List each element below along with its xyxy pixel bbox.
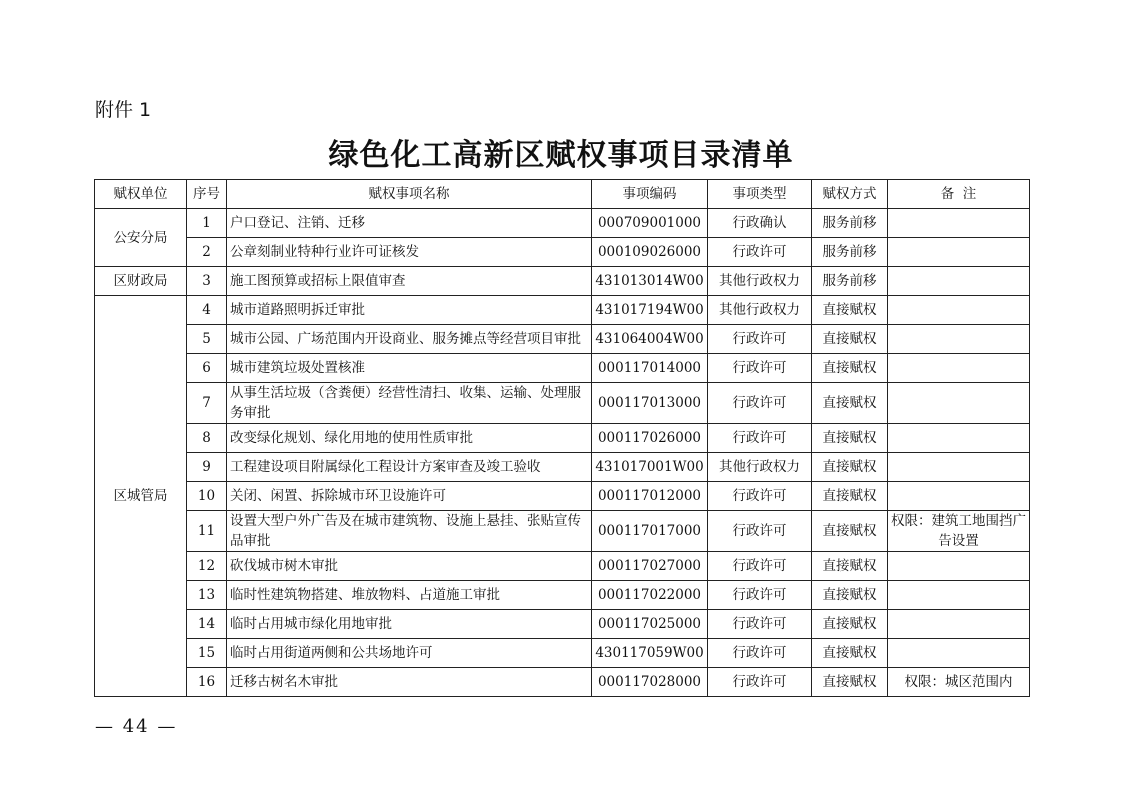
cell-method: 直接赋权 [812, 610, 888, 639]
cell-method: 服务前移 [812, 267, 888, 296]
cell-method: 服务前移 [812, 209, 888, 238]
table-row [95, 354, 1030, 383]
cell-remark [888, 639, 1030, 668]
cell-seq: 7 [187, 383, 227, 424]
cell-method: 直接赋权 [812, 383, 888, 424]
cell-method: 直接赋权 [812, 639, 888, 668]
cell-method: 直接赋权 [812, 581, 888, 610]
header-seq: 序号 [187, 180, 227, 209]
cell-seq: 6 [187, 354, 227, 383]
cell-code: 000117013000 [592, 383, 708, 424]
cell-item-name: 临时占用城市绿化用地审批 [227, 610, 592, 639]
cell-item-name: 砍伐城市树木审批 [227, 552, 592, 581]
cell-item-name: 设置大型户外广告及在城市建筑物、设施上悬挂、张贴宣传品审批 [227, 511, 592, 552]
cell-code: 430117059W00 [592, 639, 708, 668]
cell-item-name: 从事生活垃圾（含粪便）经营性清扫、收集、运输、处理服务审批 [227, 383, 592, 424]
page-title: 绿色化工高新区赋权事项目录清单 [328, 138, 794, 173]
cell-type: 行政许可 [708, 354, 812, 383]
cell-item-name: 施工图预算或招标上限值审查 [227, 267, 592, 296]
cell-type: 行政许可 [708, 424, 812, 453]
attachment-label: 附件 1 [95, 99, 152, 121]
cell-type: 行政许可 [708, 639, 812, 668]
table-row [95, 424, 1030, 453]
header-code: 事项编码 [592, 180, 708, 209]
table-row [95, 267, 1030, 296]
cell-remark [888, 424, 1030, 453]
cell-remark [888, 209, 1030, 238]
header-type: 事项类型 [708, 180, 812, 209]
cell-type: 行政许可 [708, 238, 812, 267]
cell-method: 直接赋权 [812, 453, 888, 482]
cell-method: 直接赋权 [812, 668, 888, 697]
table-row [95, 325, 1030, 354]
cell-code: 000117025000 [592, 610, 708, 639]
cell-type: 其他行政权力 [708, 453, 812, 482]
cell-type: 行政许可 [708, 610, 812, 639]
cell-item-name: 城市建筑垃圾处置核准 [227, 354, 592, 383]
cell-unit: 区城管局 [95, 296, 187, 697]
cell-remark [888, 453, 1030, 482]
cell-code: 431013014W00 [592, 267, 708, 296]
cell-item-name: 改变绿化规划、绿化用地的使用性质审批 [227, 424, 592, 453]
cell-code: 000117014000 [592, 354, 708, 383]
cell-code: 000117026000 [592, 424, 708, 453]
cell-method: 直接赋权 [812, 424, 888, 453]
cell-remark [888, 552, 1030, 581]
cell-method: 直接赋权 [812, 511, 888, 552]
cell-type: 行政许可 [708, 552, 812, 581]
cell-method: 服务前移 [812, 238, 888, 267]
cell-remark [888, 482, 1030, 511]
cell-seq: 5 [187, 325, 227, 354]
header-remark: 备 注 [888, 180, 1030, 209]
cell-type: 行政许可 [708, 482, 812, 511]
cell-item-name: 迁移古树名木审批 [227, 668, 592, 697]
table-row [95, 296, 1030, 325]
table-row [95, 209, 1030, 238]
cell-remark [888, 383, 1030, 424]
page-number: — 44 — [95, 716, 178, 737]
cell-seq: 3 [187, 267, 227, 296]
catalog-table [94, 179, 1030, 697]
table-row [95, 581, 1030, 610]
cell-seq: 13 [187, 581, 227, 610]
cell-seq: 14 [187, 610, 227, 639]
cell-code: 431017001W00 [592, 453, 708, 482]
cell-seq: 9 [187, 453, 227, 482]
cell-item-name: 关闭、闲置、拆除城市环卫设施许可 [227, 482, 592, 511]
cell-remark [888, 296, 1030, 325]
cell-code: 000709001000 [592, 209, 708, 238]
cell-code: 000117022000 [592, 581, 708, 610]
cell-method: 直接赋权 [812, 482, 888, 511]
cell-code: 000117027000 [592, 552, 708, 581]
cell-code: 000117017000 [592, 511, 708, 552]
cell-remark [888, 325, 1030, 354]
cell-type: 行政许可 [708, 668, 812, 697]
cell-method: 直接赋权 [812, 325, 888, 354]
cell-item-name: 城市公园、广场范围内开设商业、服务摊点等经营项目审批 [227, 325, 592, 354]
cell-type: 行政确认 [708, 209, 812, 238]
table-row [95, 639, 1030, 668]
cell-remark: 权限：城区范围内 [888, 668, 1030, 697]
table-row [95, 511, 1030, 552]
table-body [95, 209, 1030, 697]
cell-unit: 区财政局 [95, 267, 187, 296]
table-row [95, 238, 1030, 267]
cell-method: 直接赋权 [812, 552, 888, 581]
table-row [95, 668, 1030, 697]
header-item-name: 赋权事项名称 [227, 180, 592, 209]
cell-item-name: 户口登记、注销、迁移 [227, 209, 592, 238]
header-method: 赋权方式 [812, 180, 888, 209]
cell-type: 行政许可 [708, 511, 812, 552]
cell-item-name: 城市道路照明拆迁审批 [227, 296, 592, 325]
cell-seq: 1 [187, 209, 227, 238]
table-row [95, 482, 1030, 511]
cell-remark: 权限：建筑工地围挡广告设置 [888, 511, 1030, 552]
cell-seq: 12 [187, 552, 227, 581]
cell-method: 直接赋权 [812, 296, 888, 325]
cell-item-name: 临时性建筑物搭建、堆放物料、占道施工审批 [227, 581, 592, 610]
table-row [95, 383, 1030, 424]
cell-remark [888, 267, 1030, 296]
cell-method: 直接赋权 [812, 354, 888, 383]
header-unit: 赋权单位 [95, 180, 187, 209]
cell-seq: 16 [187, 668, 227, 697]
table-row [95, 552, 1030, 581]
cell-seq: 4 [187, 296, 227, 325]
cell-code: 000109026000 [592, 238, 708, 267]
cell-item-name: 公章刻制业特种行业许可证核发 [227, 238, 592, 267]
cell-seq: 2 [187, 238, 227, 267]
table-row [95, 610, 1030, 639]
cell-remark [888, 354, 1030, 383]
cell-seq: 11 [187, 511, 227, 552]
cell-seq: 15 [187, 639, 227, 668]
cell-remark [888, 610, 1030, 639]
cell-code: 431017194W00 [592, 296, 708, 325]
cell-type: 行政许可 [708, 383, 812, 424]
cell-seq: 8 [187, 424, 227, 453]
cell-code: 431064004W00 [592, 325, 708, 354]
cell-item-name: 临时占用街道两侧和公共场地许可 [227, 639, 592, 668]
cell-type: 其他行政权力 [708, 267, 812, 296]
table-header-row [95, 180, 1030, 209]
cell-type: 其他行政权力 [708, 296, 812, 325]
cell-code: 000117028000 [592, 668, 708, 697]
cell-item-name: 工程建设项目附属绿化工程设计方案审查及竣工验收 [227, 453, 592, 482]
table-row [95, 453, 1030, 482]
cell-type: 行政许可 [708, 325, 812, 354]
cell-type: 行政许可 [708, 581, 812, 610]
cell-remark [888, 238, 1030, 267]
cell-unit: 公安分局 [95, 209, 187, 267]
cell-remark [888, 581, 1030, 610]
cell-seq: 10 [187, 482, 227, 511]
cell-code: 000117012000 [592, 482, 708, 511]
